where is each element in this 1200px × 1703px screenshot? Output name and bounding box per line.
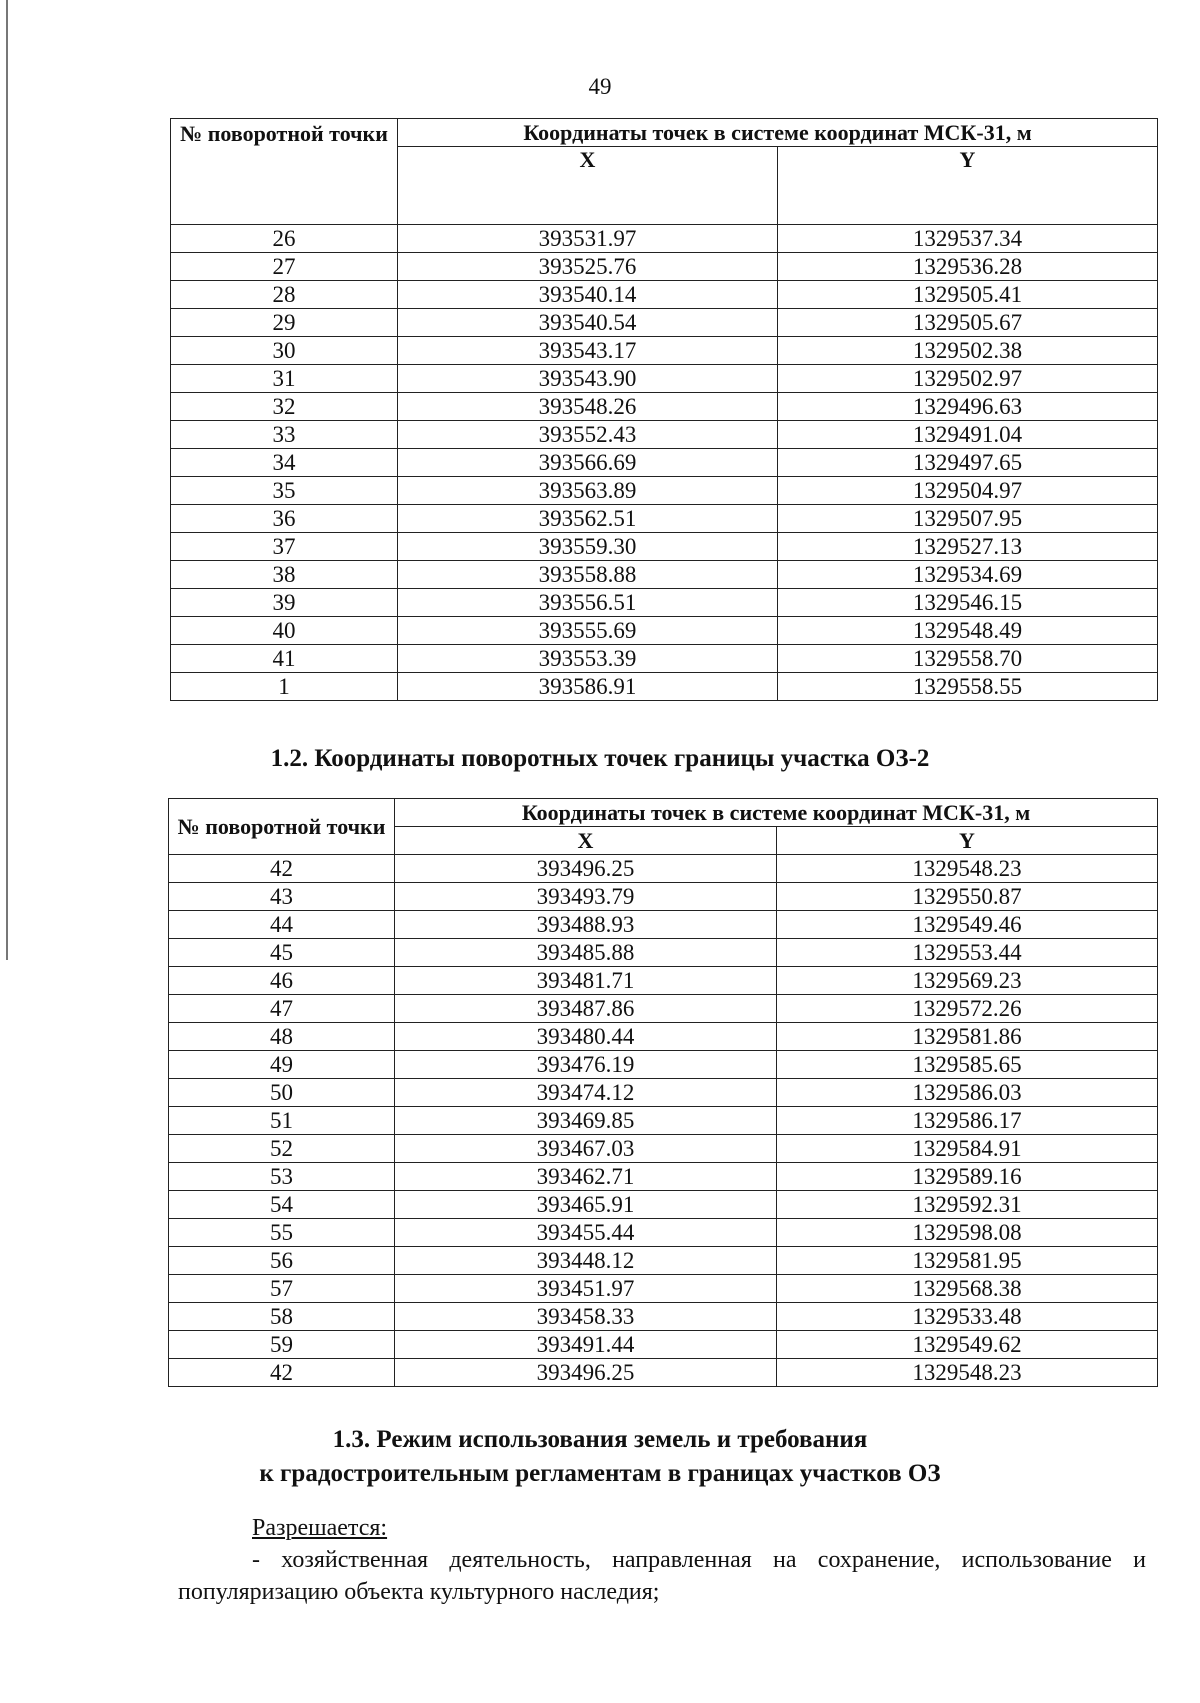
section-1-3-title-line2: к градостроительным регламентам в границах участков ОЗ <box>259 1460 941 1487</box>
table-row <box>169 1079 1158 1107</box>
table-row <box>171 281 1158 309</box>
y-coordinate-cell: 1329589.16 <box>777 1163 1158 1191</box>
x-coordinate-cell: 393543.90 <box>398 365 778 393</box>
y-coordinate-cell: 1329581.95 <box>777 1247 1158 1275</box>
coordinates-table-2 <box>168 798 1158 1387</box>
table-row <box>171 505 1158 533</box>
table-row <box>169 967 1158 995</box>
y-coordinate-cell: 1329496.63 <box>778 393 1158 421</box>
y-coordinate-cell: 1329502.97 <box>778 365 1158 393</box>
table-row <box>171 225 1158 253</box>
point-number-cell: 27 <box>171 253 398 281</box>
x-coordinate-cell: 393474.12 <box>395 1079 777 1107</box>
y-coordinate-cell: 1329568.38 <box>777 1275 1158 1303</box>
x-coordinate-cell: 393525.76 <box>398 253 778 281</box>
y-coordinate-cell: 1329505.41 <box>778 281 1158 309</box>
point-number-cell: 29 <box>171 309 398 337</box>
table-row <box>171 365 1158 393</box>
y-coordinate-cell: 1329585.65 <box>777 1051 1158 1079</box>
table-row <box>169 1331 1158 1359</box>
table-row <box>169 1023 1158 1051</box>
table-2-body <box>169 855 1158 1387</box>
allowed-item: - хозяйственная деятельность, направленная на сохранение, использование и популяризацию объекта культурного наследия; <box>178 1547 1146 1605</box>
x-coordinate-cell: 393553.39 <box>398 645 778 673</box>
point-number-header: № поворотной точки <box>171 119 398 225</box>
y-coordinate-cell: 1329572.26 <box>777 995 1158 1023</box>
point-number-cell: 35 <box>171 477 398 505</box>
x-coordinate-cell: 393467.03 <box>395 1135 777 1163</box>
point-number-cell: 45 <box>169 939 395 967</box>
table-row <box>171 477 1158 505</box>
x-coordinate-cell: 393455.44 <box>395 1219 777 1247</box>
y-coordinate-cell: 1329497.65 <box>778 449 1158 477</box>
y-coordinate-cell: 1329536.28 <box>778 253 1158 281</box>
x-coordinate-cell: 393563.89 <box>398 477 778 505</box>
point-number-cell: 39 <box>171 589 398 617</box>
y-coordinate-cell: 1329558.70 <box>778 645 1158 673</box>
y-coordinate-cell: 1329581.86 <box>777 1023 1158 1051</box>
x-column-header: X <box>398 147 778 225</box>
x-coordinate-cell: 393481.71 <box>395 967 777 995</box>
table-row <box>169 855 1158 883</box>
y-coordinate-cell: 1329527.13 <box>778 533 1158 561</box>
table-row <box>171 589 1158 617</box>
x-coordinate-cell: 393493.79 <box>395 883 777 911</box>
y-coordinate-cell: 1329505.67 <box>778 309 1158 337</box>
point-number-cell: 49 <box>169 1051 395 1079</box>
point-number-cell: 46 <box>169 967 395 995</box>
table-row <box>171 673 1158 701</box>
y-coordinate-cell: 1329546.15 <box>778 589 1158 617</box>
coordinates-table-1 <box>170 118 1158 701</box>
coords-group-header: Координаты точек в системе координат МСК-31, м <box>398 119 1158 147</box>
x-coordinate-cell: 393480.44 <box>395 1023 777 1051</box>
coords-group-header: Координаты точек в системе координат МСК-31, м <box>395 799 1158 827</box>
x-coordinate-cell: 393451.97 <box>395 1275 777 1303</box>
y-column-header: Y <box>777 827 1158 855</box>
table-row <box>169 1359 1158 1387</box>
allowed-label: Разрешается: <box>252 1515 388 1541</box>
y-column-header: Y <box>778 147 1158 225</box>
point-number-cell: 47 <box>169 995 395 1023</box>
table-row <box>169 911 1158 939</box>
page-number: 49 <box>588 74 612 99</box>
scan-left-edge-line <box>6 0 8 960</box>
y-coordinate-cell: 1329507.95 <box>778 505 1158 533</box>
x-coordinate-cell: 393552.43 <box>398 421 778 449</box>
y-coordinate-cell: 1329558.55 <box>778 673 1158 701</box>
point-number-cell: 1 <box>171 673 398 701</box>
point-number-cell: 42 <box>169 1359 395 1387</box>
y-coordinate-cell: 1329548.49 <box>778 617 1158 645</box>
table-row <box>169 1219 1158 1247</box>
point-number-cell: 54 <box>169 1191 395 1219</box>
y-coordinate-cell: 1329550.87 <box>777 883 1158 911</box>
x-coordinate-cell: 393548.26 <box>398 393 778 421</box>
point-number-cell: 55 <box>169 1219 395 1247</box>
y-coordinate-cell: 1329548.23 <box>777 1359 1158 1387</box>
point-number-cell: 32 <box>171 393 398 421</box>
table-row <box>169 1107 1158 1135</box>
table-1-body <box>171 225 1158 701</box>
point-number-cell: 48 <box>169 1023 395 1051</box>
x-column-header: X <box>395 827 777 855</box>
y-coordinate-cell: 1329504.97 <box>778 477 1158 505</box>
x-coordinate-cell: 393469.85 <box>395 1107 777 1135</box>
table-row <box>171 561 1158 589</box>
x-coordinate-cell: 393558.88 <box>398 561 778 589</box>
x-coordinate-cell: 393465.91 <box>395 1191 777 1219</box>
point-number-cell: 53 <box>169 1163 395 1191</box>
table-row <box>169 1051 1158 1079</box>
x-coordinate-cell: 393476.19 <box>395 1051 777 1079</box>
y-coordinate-cell: 1329592.31 <box>777 1191 1158 1219</box>
x-coordinate-cell: 393531.97 <box>398 225 778 253</box>
table-row <box>169 995 1158 1023</box>
x-coordinate-cell: 393562.51 <box>398 505 778 533</box>
x-coordinate-cell: 393559.30 <box>398 533 778 561</box>
table-row <box>171 421 1158 449</box>
y-coordinate-cell: 1329537.34 <box>778 225 1158 253</box>
x-coordinate-cell: 393586.91 <box>398 673 778 701</box>
table-row <box>171 309 1158 337</box>
point-number-cell: 52 <box>169 1135 395 1163</box>
point-number-cell: 50 <box>169 1079 395 1107</box>
x-coordinate-cell: 393496.25 <box>395 1359 777 1387</box>
point-number-cell: 31 <box>171 365 398 393</box>
table-row <box>169 939 1158 967</box>
y-coordinate-cell: 1329491.04 <box>778 421 1158 449</box>
y-coordinate-cell: 1329533.48 <box>777 1303 1158 1331</box>
table-row <box>169 1275 1158 1303</box>
table-row <box>169 1247 1158 1275</box>
x-coordinate-cell: 393555.69 <box>398 617 778 645</box>
point-number-cell: 36 <box>171 505 398 533</box>
y-coordinate-cell: 1329586.03 <box>777 1079 1158 1107</box>
x-coordinate-cell: 393458.33 <box>395 1303 777 1331</box>
point-number-header: № поворотной точки <box>169 799 395 855</box>
point-number-cell: 28 <box>171 281 398 309</box>
x-coordinate-cell: 393496.25 <box>395 855 777 883</box>
x-coordinate-cell: 393491.44 <box>395 1331 777 1359</box>
point-number-cell: 34 <box>171 449 398 477</box>
point-number-cell: 51 <box>169 1107 395 1135</box>
point-number-cell: 44 <box>169 911 395 939</box>
y-coordinate-cell: 1329502.38 <box>778 337 1158 365</box>
y-coordinate-cell: 1329553.44 <box>777 939 1158 967</box>
table-row <box>169 1163 1158 1191</box>
table-row <box>171 533 1158 561</box>
table-row <box>169 1135 1158 1163</box>
y-coordinate-cell: 1329549.46 <box>777 911 1158 939</box>
y-coordinate-cell: 1329569.23 <box>777 967 1158 995</box>
point-number-cell: 42 <box>169 855 395 883</box>
x-coordinate-cell: 393448.12 <box>395 1247 777 1275</box>
section-1-3-title-line1: 1.3. Режим использования земель и требования <box>332 1426 868 1453</box>
x-coordinate-cell: 393488.93 <box>395 911 777 939</box>
table-row <box>171 449 1158 477</box>
x-coordinate-cell: 393487.86 <box>395 995 777 1023</box>
point-number-cell: 30 <box>171 337 398 365</box>
y-coordinate-cell: 1329598.08 <box>777 1219 1158 1247</box>
y-coordinate-cell: 1329549.62 <box>777 1331 1158 1359</box>
point-number-cell: 37 <box>171 533 398 561</box>
point-number-cell: 40 <box>171 617 398 645</box>
section-1-2-title: 1.2. Координаты поворотных точек границы участка ОЗ-2 <box>270 745 930 772</box>
x-coordinate-cell: 393462.71 <box>395 1163 777 1191</box>
point-number-cell: 56 <box>169 1247 395 1275</box>
point-number-cell: 38 <box>171 561 398 589</box>
point-number-cell: 41 <box>171 645 398 673</box>
y-coordinate-cell: 1329584.91 <box>777 1135 1158 1163</box>
y-coordinate-cell: 1329586.17 <box>777 1107 1158 1135</box>
x-coordinate-cell: 393543.17 <box>398 337 778 365</box>
table-row <box>169 1303 1158 1331</box>
table-row <box>171 337 1158 365</box>
point-number-cell: 26 <box>171 225 398 253</box>
table-row <box>171 393 1158 421</box>
table-row <box>169 883 1158 911</box>
x-coordinate-cell: 393540.54 <box>398 309 778 337</box>
x-coordinate-cell: 393566.69 <box>398 449 778 477</box>
table-row <box>171 617 1158 645</box>
x-coordinate-cell: 393485.88 <box>395 939 777 967</box>
table-row <box>169 1191 1158 1219</box>
point-number-cell: 33 <box>171 421 398 449</box>
point-number-cell: 59 <box>169 1331 395 1359</box>
y-coordinate-cell: 1329548.23 <box>777 855 1158 883</box>
point-number-cell: 43 <box>169 883 395 911</box>
table-row <box>171 645 1158 673</box>
table-row <box>171 253 1158 281</box>
point-number-cell: 57 <box>169 1275 395 1303</box>
x-coordinate-cell: 393540.14 <box>398 281 778 309</box>
point-number-cell: 58 <box>169 1303 395 1331</box>
x-coordinate-cell: 393556.51 <box>398 589 778 617</box>
y-coordinate-cell: 1329534.69 <box>778 561 1158 589</box>
